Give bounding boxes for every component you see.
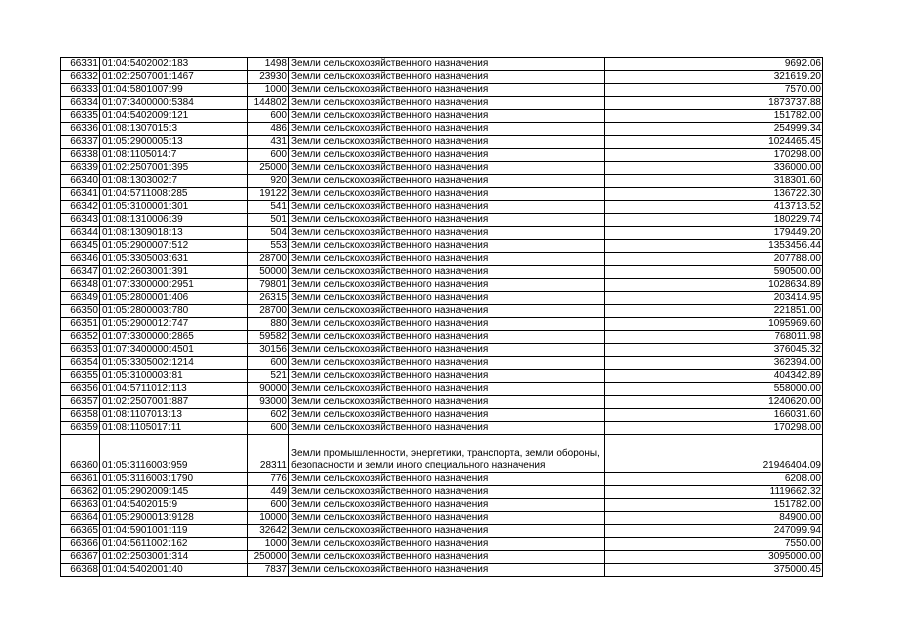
cadastral-value-cell: 1028634.89 (605, 279, 823, 292)
area-cell: 1000 (248, 538, 289, 551)
row-number-cell: 66342 (61, 201, 100, 214)
cadastral-number-cell: 01:04:5901001:119 (100, 525, 248, 538)
table-row (61, 473, 823, 486)
cadastral-number-cell: 01:05:2900013:9128 (100, 512, 248, 525)
cadastral-value-cell: 404342.89 (605, 370, 823, 383)
table-row (61, 162, 823, 175)
cadastral-number-cell: 01:04:5801007:99 (100, 84, 248, 97)
table-row (61, 149, 823, 162)
land-category-cell: Земли сельскохозяйственного назначения (289, 512, 605, 525)
land-category-cell: Земли сельскохозяйственного назначения (289, 564, 605, 577)
row-number-cell: 66360 (61, 435, 100, 473)
row-number-cell: 66348 (61, 279, 100, 292)
land-category-cell: Земли сельскохозяйственного назначения (289, 551, 605, 564)
table-row (61, 58, 823, 71)
cadastral-value-cell: 1095969.60 (605, 318, 823, 331)
cadastral-value-cell: 247099.94 (605, 525, 823, 538)
row-number-cell: 66347 (61, 266, 100, 279)
cadastral-value-cell: 375000.45 (605, 564, 823, 577)
land-category-cell: Земли сельскохозяйственного назначения (289, 149, 605, 162)
area-cell: 449 (248, 486, 289, 499)
cadastral-value-cell: 558000.00 (605, 383, 823, 396)
land-category-cell: Земли сельскохозяйственного назначения (289, 409, 605, 422)
row-number-cell: 66341 (61, 188, 100, 201)
table-row (61, 512, 823, 525)
land-category-cell: Земли сельскохозяйственного назначения (289, 266, 605, 279)
row-number-cell: 66359 (61, 422, 100, 435)
row-number-cell: 66368 (61, 564, 100, 577)
cadastral-number-cell: 01:05:3305002:1214 (100, 357, 248, 370)
table-row (61, 409, 823, 422)
land-category-cell: Земли сельскохозяйственного назначения (289, 136, 605, 149)
land-category-cell: Земли сельскохозяйственного назначения (289, 253, 605, 266)
cadastral-value-cell: 3095000.00 (605, 551, 823, 564)
cadastral-value-cell: 413713.52 (605, 201, 823, 214)
row-number-cell: 66345 (61, 240, 100, 253)
land-category-cell: Земли сельскохозяйственного назначения (289, 538, 605, 551)
row-number-cell: 66358 (61, 409, 100, 422)
cadastral-number-cell: 01:05:2800003:780 (100, 305, 248, 318)
land-category-cell: Земли сельскохозяйственного назначения (289, 525, 605, 538)
row-number-cell: 66349 (61, 292, 100, 305)
area-cell: 28311 (248, 435, 289, 473)
area-cell: 28700 (248, 253, 289, 266)
cadastral-value-cell: 7570.00 (605, 84, 823, 97)
row-number-cell: 66332 (61, 71, 100, 84)
cadastral-value-cell: 180229.74 (605, 214, 823, 227)
row-number-cell: 66364 (61, 512, 100, 525)
area-cell: 1000 (248, 84, 289, 97)
cadastral-value-cell: 362394.00 (605, 357, 823, 370)
row-number-cell: 66356 (61, 383, 100, 396)
area-cell: 93000 (248, 396, 289, 409)
cadastral-number-cell: 01:02:2603001:391 (100, 266, 248, 279)
cadastral-value-cell: 1240620.00 (605, 396, 823, 409)
area-cell: 776 (248, 473, 289, 486)
area-cell: 250000 (248, 551, 289, 564)
cadastral-value-cell: 207788.00 (605, 253, 823, 266)
area-cell: 23930 (248, 71, 289, 84)
cadastral-value-cell: 376045.32 (605, 344, 823, 357)
row-number-cell: 66366 (61, 538, 100, 551)
cadastral-number-cell: 01:08:1303002:7 (100, 175, 248, 188)
area-cell: 79801 (248, 279, 289, 292)
row-number-cell: 66336 (61, 123, 100, 136)
row-number-cell: 66337 (61, 136, 100, 149)
land-category-cell: Земли сельскохозяйственного назначения (289, 499, 605, 512)
area-cell: 10000 (248, 512, 289, 525)
cadastral-number-cell: 01:08:1107013:13 (100, 409, 248, 422)
table-row (61, 279, 823, 292)
land-category-cell: Земли промышленности, энергетики, транспорта, земли обороны, безопасности и земли иного специального назначения (289, 435, 605, 473)
cadastral-value-cell: 590500.00 (605, 266, 823, 279)
cadastral-value-cell: 170298.00 (605, 422, 823, 435)
cadastral-number-cell: 01:02:2507001:1467 (100, 71, 248, 84)
area-cell: 144802 (248, 97, 289, 110)
row-number-cell: 66357 (61, 396, 100, 409)
land-category-cell: Земли сельскохозяйственного назначения (289, 305, 605, 318)
cadastral-value-cell: 318301.60 (605, 175, 823, 188)
cadastral-value-cell: 1024465.45 (605, 136, 823, 149)
cadastral-number-cell: 01:05:3116003:1790 (100, 473, 248, 486)
cadastral-value-cell: 166031.60 (605, 409, 823, 422)
table-row (61, 538, 823, 551)
row-number-cell: 66351 (61, 318, 100, 331)
area-cell: 541 (248, 201, 289, 214)
cadastral-value-cell: 1873737.88 (605, 97, 823, 110)
cadastral-number-cell: 01:05:2900007:512 (100, 240, 248, 253)
table-row (61, 84, 823, 97)
table-row (61, 136, 823, 149)
cadastral-number-cell: 01:05:2900012:747 (100, 318, 248, 331)
land-category-cell: Земли сельскохозяйственного назначения (289, 370, 605, 383)
row-number-cell: 66340 (61, 175, 100, 188)
table-row (61, 97, 823, 110)
land-category-cell: Земли сельскохозяйственного назначения (289, 227, 605, 240)
table-row (61, 188, 823, 201)
area-cell: 28700 (248, 305, 289, 318)
table-row (61, 357, 823, 370)
row-number-cell: 66367 (61, 551, 100, 564)
area-cell: 553 (248, 240, 289, 253)
land-category-cell: Земли сельскохозяйственного назначения (289, 357, 605, 370)
area-cell: 521 (248, 370, 289, 383)
row-number-cell: 66361 (61, 473, 100, 486)
cadastral-value-cell: 151782.00 (605, 110, 823, 123)
cadastral-number-cell: 01:04:5711012:113 (100, 383, 248, 396)
row-number-cell: 66353 (61, 344, 100, 357)
cadastral-number-cell: 01:08:1105014:7 (100, 149, 248, 162)
cadastral-number-cell: 01:02:2507001:887 (100, 396, 248, 409)
area-cell: 504 (248, 227, 289, 240)
row-number-cell: 66350 (61, 305, 100, 318)
land-category-cell: Земли сельскохозяйственного назначения (289, 486, 605, 499)
row-number-cell: 66362 (61, 486, 100, 499)
row-number-cell: 66344 (61, 227, 100, 240)
area-cell: 600 (248, 149, 289, 162)
cadastral-number-cell: 01:05:2902009:145 (100, 486, 248, 499)
area-cell: 431 (248, 136, 289, 149)
area-cell: 920 (248, 175, 289, 188)
cadastral-value-cell: 21946404.09 (605, 435, 823, 473)
cadastral-value-cell: 1119662.32 (605, 486, 823, 499)
cadastral-value-cell: 9692.06 (605, 58, 823, 71)
row-number-cell: 66334 (61, 97, 100, 110)
cadastral-number-cell: 01:02:2507001:395 (100, 162, 248, 175)
cadastral-number-cell: 01:08:1307015:3 (100, 123, 248, 136)
table-row (61, 396, 823, 409)
area-cell: 59582 (248, 331, 289, 344)
cadastral-number-cell: 01:05:3305003:631 (100, 253, 248, 266)
table-body (61, 58, 823, 577)
cadastral-value-cell: 1353456.44 (605, 240, 823, 253)
cadastral-number-cell: 01:07:3300000:2865 (100, 331, 248, 344)
cadastral-number-cell: 01:04:5711008:285 (100, 188, 248, 201)
cadastral-number-cell: 01:05:3100003:81 (100, 370, 248, 383)
table-row (61, 214, 823, 227)
cadastral-number-cell: 01:04:5402015:9 (100, 499, 248, 512)
area-cell: 501 (248, 214, 289, 227)
land-category-cell: Земли сельскохозяйственного назначения (289, 331, 605, 344)
area-cell: 25000 (248, 162, 289, 175)
cadastral-value-cell: 768011.98 (605, 331, 823, 344)
area-cell: 50000 (248, 266, 289, 279)
cadastral-value-cell: 321619.20 (605, 71, 823, 84)
table-row (61, 305, 823, 318)
cadastral-number-cell: 01:04:5402002:183 (100, 58, 248, 71)
cadastral-number-cell: 01:07:3400000:4501 (100, 344, 248, 357)
table-row (61, 344, 823, 357)
table-row (61, 422, 823, 435)
table-row (61, 201, 823, 214)
table-row (61, 564, 823, 577)
row-number-cell: 66365 (61, 525, 100, 538)
area-cell: 880 (248, 318, 289, 331)
cadastral-value-cell: 6208.00 (605, 473, 823, 486)
area-cell: 600 (248, 499, 289, 512)
area-cell: 7837 (248, 564, 289, 577)
table-row (61, 331, 823, 344)
land-category-cell: Земли сельскохозяйственного назначения (289, 71, 605, 84)
cadastral-number-cell: 01:08:1105017:11 (100, 422, 248, 435)
cadastral-value-cell: 336000.00 (605, 162, 823, 175)
table-row (61, 253, 823, 266)
row-number-cell: 66339 (61, 162, 100, 175)
land-category-cell: Земли сельскохозяйственного назначения (289, 201, 605, 214)
table-row (61, 525, 823, 538)
cadastral-number-cell: 01:05:3100001:301 (100, 201, 248, 214)
land-category-cell: Земли сельскохозяйственного назначения (289, 188, 605, 201)
area-cell: 1498 (248, 58, 289, 71)
cadastral-value-cell: 221851.00 (605, 305, 823, 318)
table-row (61, 123, 823, 136)
land-registry-table (60, 57, 823, 577)
land-category-cell: Земли сельскохозяйственного назначения (289, 383, 605, 396)
area-cell: 600 (248, 422, 289, 435)
table-row (61, 227, 823, 240)
land-category-cell: Земли сельскохозяйственного назначения (289, 318, 605, 331)
land-category-cell: Земли сельскохозяйственного назначения (289, 279, 605, 292)
row-number-cell: 66343 (61, 214, 100, 227)
cadastral-value-cell: 136722.30 (605, 188, 823, 201)
land-category-cell: Земли сельскохозяйственного назначения (289, 123, 605, 136)
table-row (61, 370, 823, 383)
cadastral-value-cell: 254999.34 (605, 123, 823, 136)
area-cell: 486 (248, 123, 289, 136)
row-number-cell: 66355 (61, 370, 100, 383)
row-number-cell: 66363 (61, 499, 100, 512)
row-number-cell: 66335 (61, 110, 100, 123)
cadastral-number-cell: 01:02:2503001:314 (100, 551, 248, 564)
land-category-cell: Земли сельскохозяйственного назначения (289, 58, 605, 71)
table-row (61, 486, 823, 499)
area-cell: 90000 (248, 383, 289, 396)
table-row (61, 240, 823, 253)
cadastral-number-cell: 01:07:3300000:2951 (100, 279, 248, 292)
land-category-cell: Земли сельскохозяйственного назначения (289, 292, 605, 305)
row-number-cell: 66354 (61, 357, 100, 370)
area-cell: 600 (248, 357, 289, 370)
table-row (61, 499, 823, 512)
land-category-cell: Земли сельскохозяйственного назначения (289, 175, 605, 188)
cadastral-value-cell: 84900.00 (605, 512, 823, 525)
row-number-cell: 66331 (61, 58, 100, 71)
table-row (61, 71, 823, 84)
cadastral-number-cell: 01:04:5402001:40 (100, 564, 248, 577)
cadastral-number-cell: 01:07:3400000:5384 (100, 97, 248, 110)
cadastral-number-cell: 01:05:3116003:959 (100, 435, 248, 473)
table-row (61, 551, 823, 564)
land-category-cell: Земли сельскохозяйственного назначения (289, 162, 605, 175)
land-category-cell: Земли сельскохозяйственного назначения (289, 240, 605, 253)
land-category-cell: Земли сельскохозяйственного назначения (289, 422, 605, 435)
area-cell: 602 (248, 409, 289, 422)
row-number-cell: 66352 (61, 331, 100, 344)
land-category-cell: Земли сельскохозяйственного назначения (289, 84, 605, 97)
land-category-cell: Земли сельскохозяйственного назначения (289, 97, 605, 110)
land-category-cell: Земли сельскохозяйственного назначения (289, 396, 605, 409)
cadastral-value-cell: 7550.00 (605, 538, 823, 551)
table-row (61, 383, 823, 396)
row-number-cell: 66338 (61, 149, 100, 162)
land-category-cell: Земли сельскохозяйственного назначения (289, 344, 605, 357)
area-cell: 600 (248, 110, 289, 123)
land-category-cell: Земли сельскохозяйственного назначения (289, 214, 605, 227)
area-cell: 32642 (248, 525, 289, 538)
area-cell: 30156 (248, 344, 289, 357)
cadastral-number-cell: 01:08:1309018:13 (100, 227, 248, 240)
cadastral-number-cell: 01:05:2800001:406 (100, 292, 248, 305)
cadastral-number-cell: 01:08:1310006:39 (100, 214, 248, 227)
cadastral-value-cell: 179449.20 (605, 227, 823, 240)
table-row (61, 318, 823, 331)
row-number-cell: 66333 (61, 84, 100, 97)
cadastral-number-cell: 01:05:2900005:13 (100, 136, 248, 149)
table-row (61, 110, 823, 123)
land-category-cell: Земли сельскохозяйственного назначения (289, 110, 605, 123)
table-row (61, 266, 823, 279)
area-cell: 26315 (248, 292, 289, 305)
table-row (61, 292, 823, 305)
area-cell: 19122 (248, 188, 289, 201)
cadastral-value-cell: 151782.00 (605, 499, 823, 512)
cadastral-number-cell: 01:04:5611002:162 (100, 538, 248, 551)
row-number-cell: 66346 (61, 253, 100, 266)
table-row (61, 435, 823, 473)
cadastral-number-cell: 01:04:5402009:121 (100, 110, 248, 123)
table-row (61, 175, 823, 188)
cadastral-value-cell: 170298.00 (605, 149, 823, 162)
cadastral-value-cell: 203414.95 (605, 292, 823, 305)
land-category-cell: Земли сельскохозяйственного назначения (289, 473, 605, 486)
